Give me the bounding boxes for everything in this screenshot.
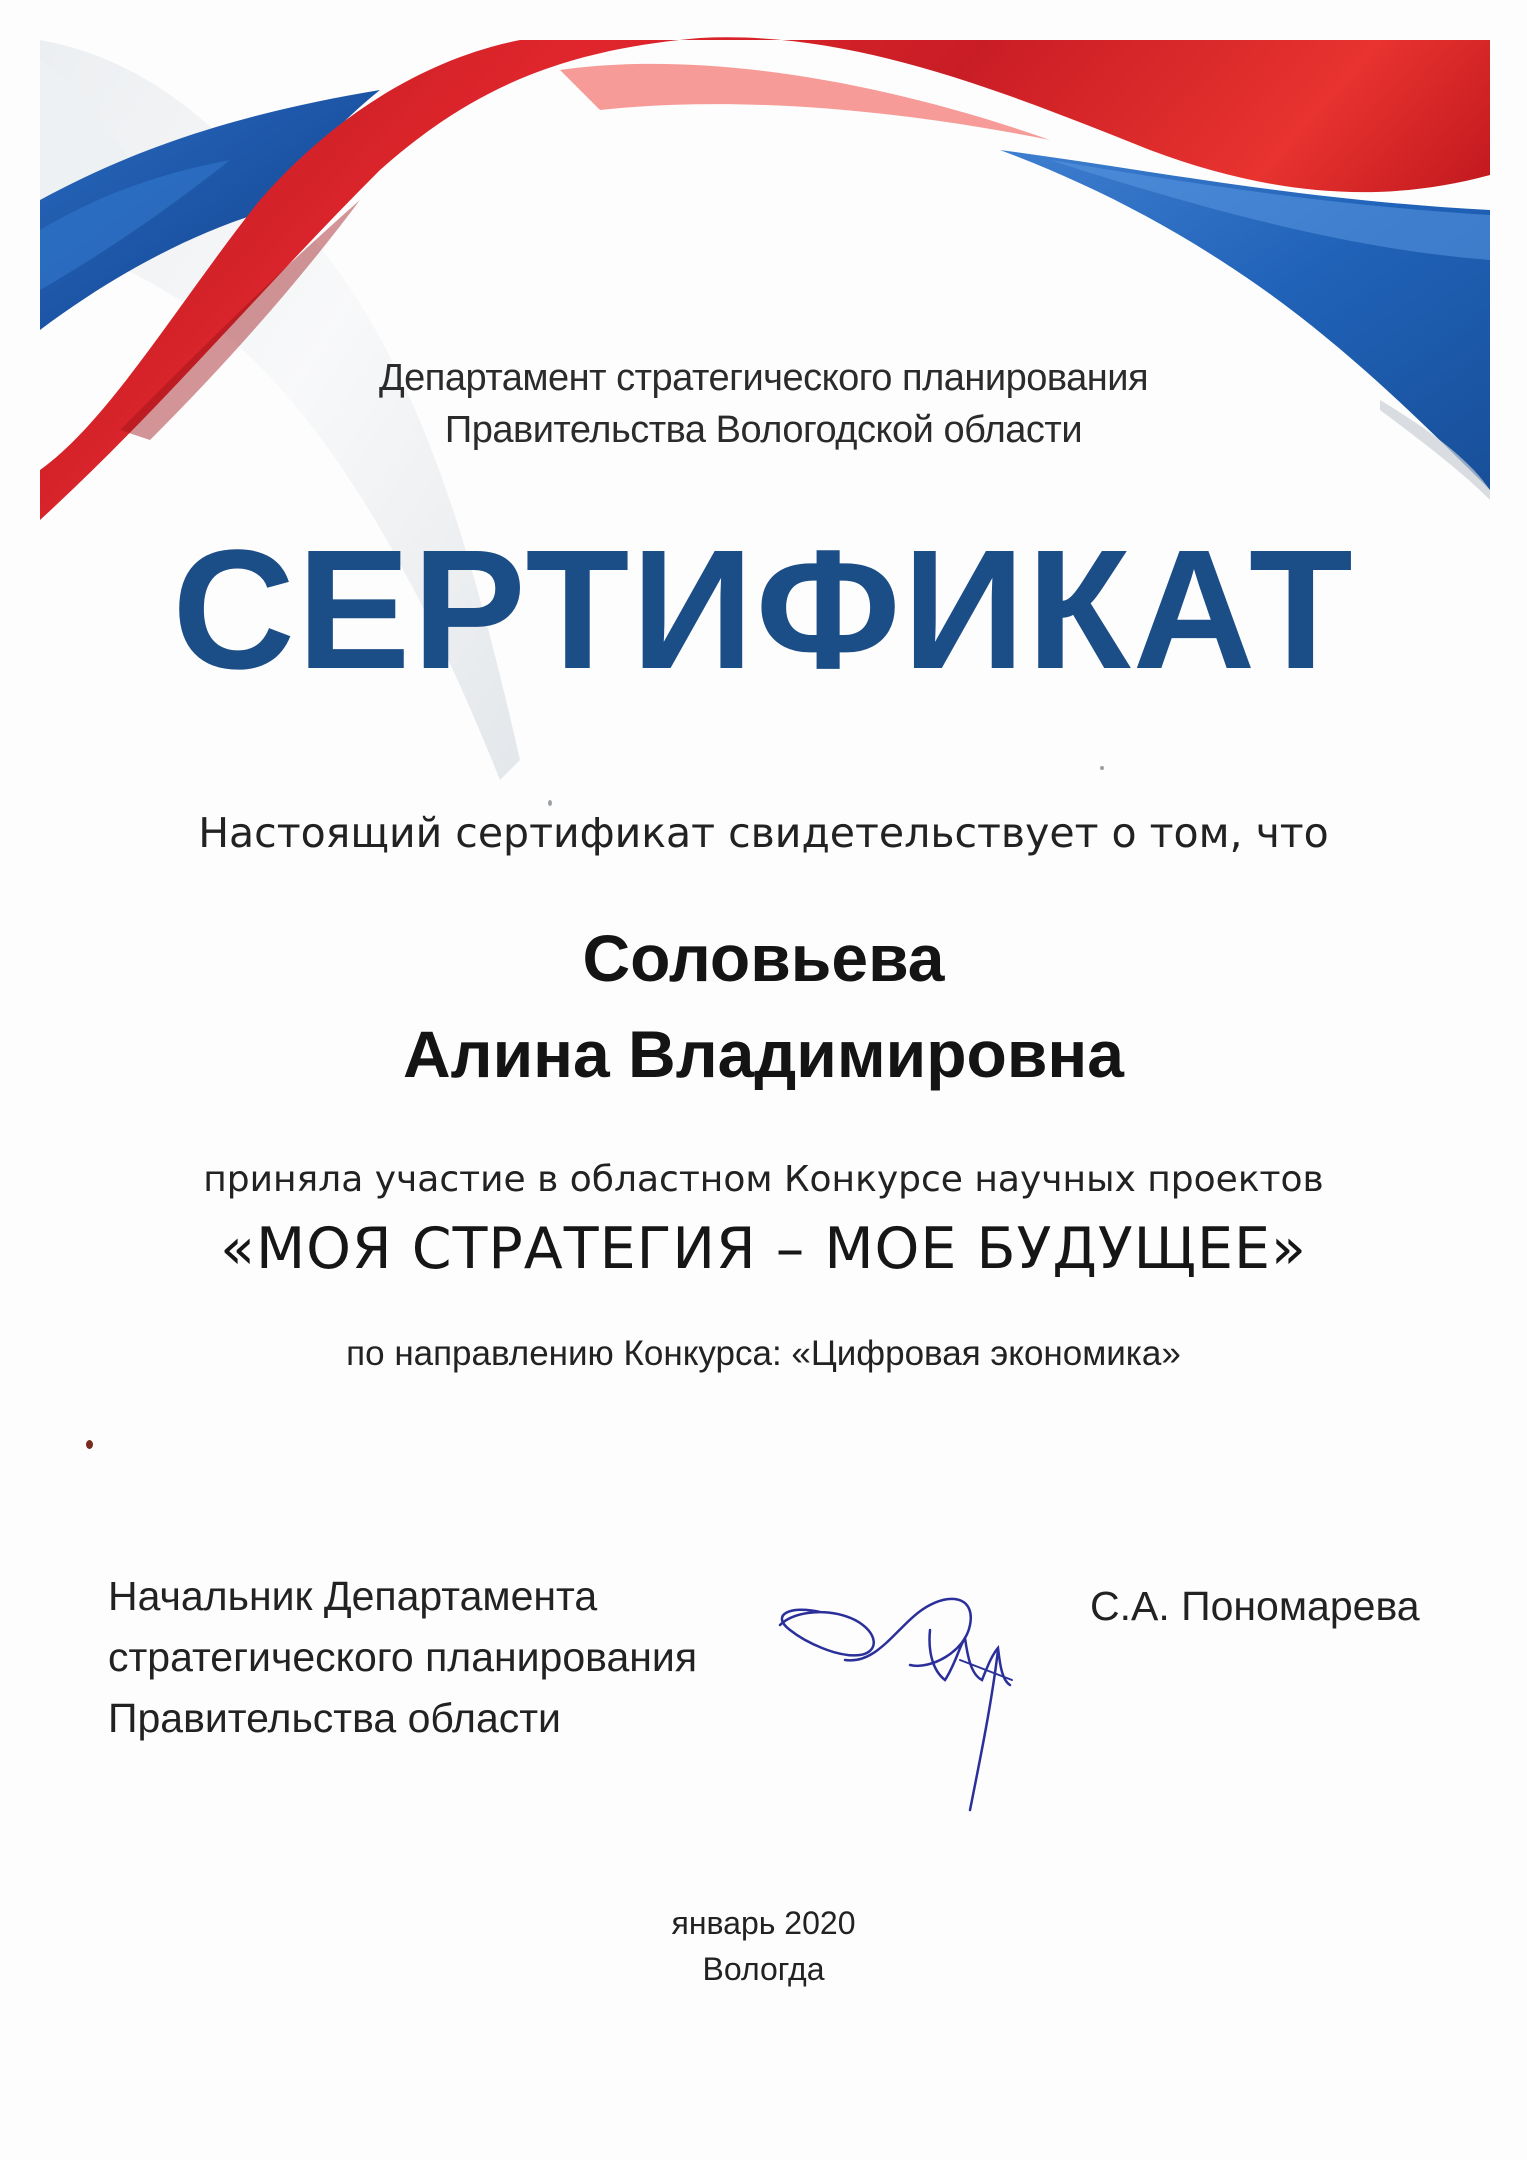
handwritten-signature xyxy=(760,1570,1060,1830)
signatory-position-line-1: Начальник Департамента xyxy=(108,1573,598,1619)
scan-speck xyxy=(86,1440,93,1449)
certificate-footer xyxy=(0,1900,1527,1992)
department-line-1: Департамент стратегического планирования xyxy=(378,357,1149,399)
signatory-position-line-3: Правительства области xyxy=(108,1695,561,1741)
participation-text: приняла участие в областном Конкурсе научных проектов xyxy=(203,1159,1324,1200)
contest-name: «МОЯ СТРАТЕГИЯ – МОЕ БУДУЩЕЕ» xyxy=(220,1216,1307,1282)
signatory-name: С.А. Пономарева xyxy=(1090,1583,1420,1629)
certificate-title: СЕРТИФИКАТ xyxy=(172,515,1355,705)
issue-date: январь 2020 xyxy=(671,1905,856,1941)
scan-speck xyxy=(1100,766,1104,770)
department-line-2: Правительства Вологодской области xyxy=(444,409,1083,451)
issue-city: Вологда xyxy=(702,1951,825,1987)
recipient-surname: Соловьева xyxy=(582,921,945,995)
certificate-intro-text: Настоящий сертификат свидетельствует о том, что xyxy=(198,809,1329,857)
scan-speck xyxy=(548,800,552,806)
signatory-position-line-2: стратегического планирования xyxy=(108,1634,698,1680)
contest-direction: по направлению Конкурса: «Цифровая экономика» xyxy=(346,1334,1181,1373)
signatory-position xyxy=(108,1566,697,1749)
issuing-department xyxy=(0,352,1527,456)
recipient-name xyxy=(0,910,1527,1102)
recipient-given-names: Алина Владимировна xyxy=(402,1017,1124,1091)
